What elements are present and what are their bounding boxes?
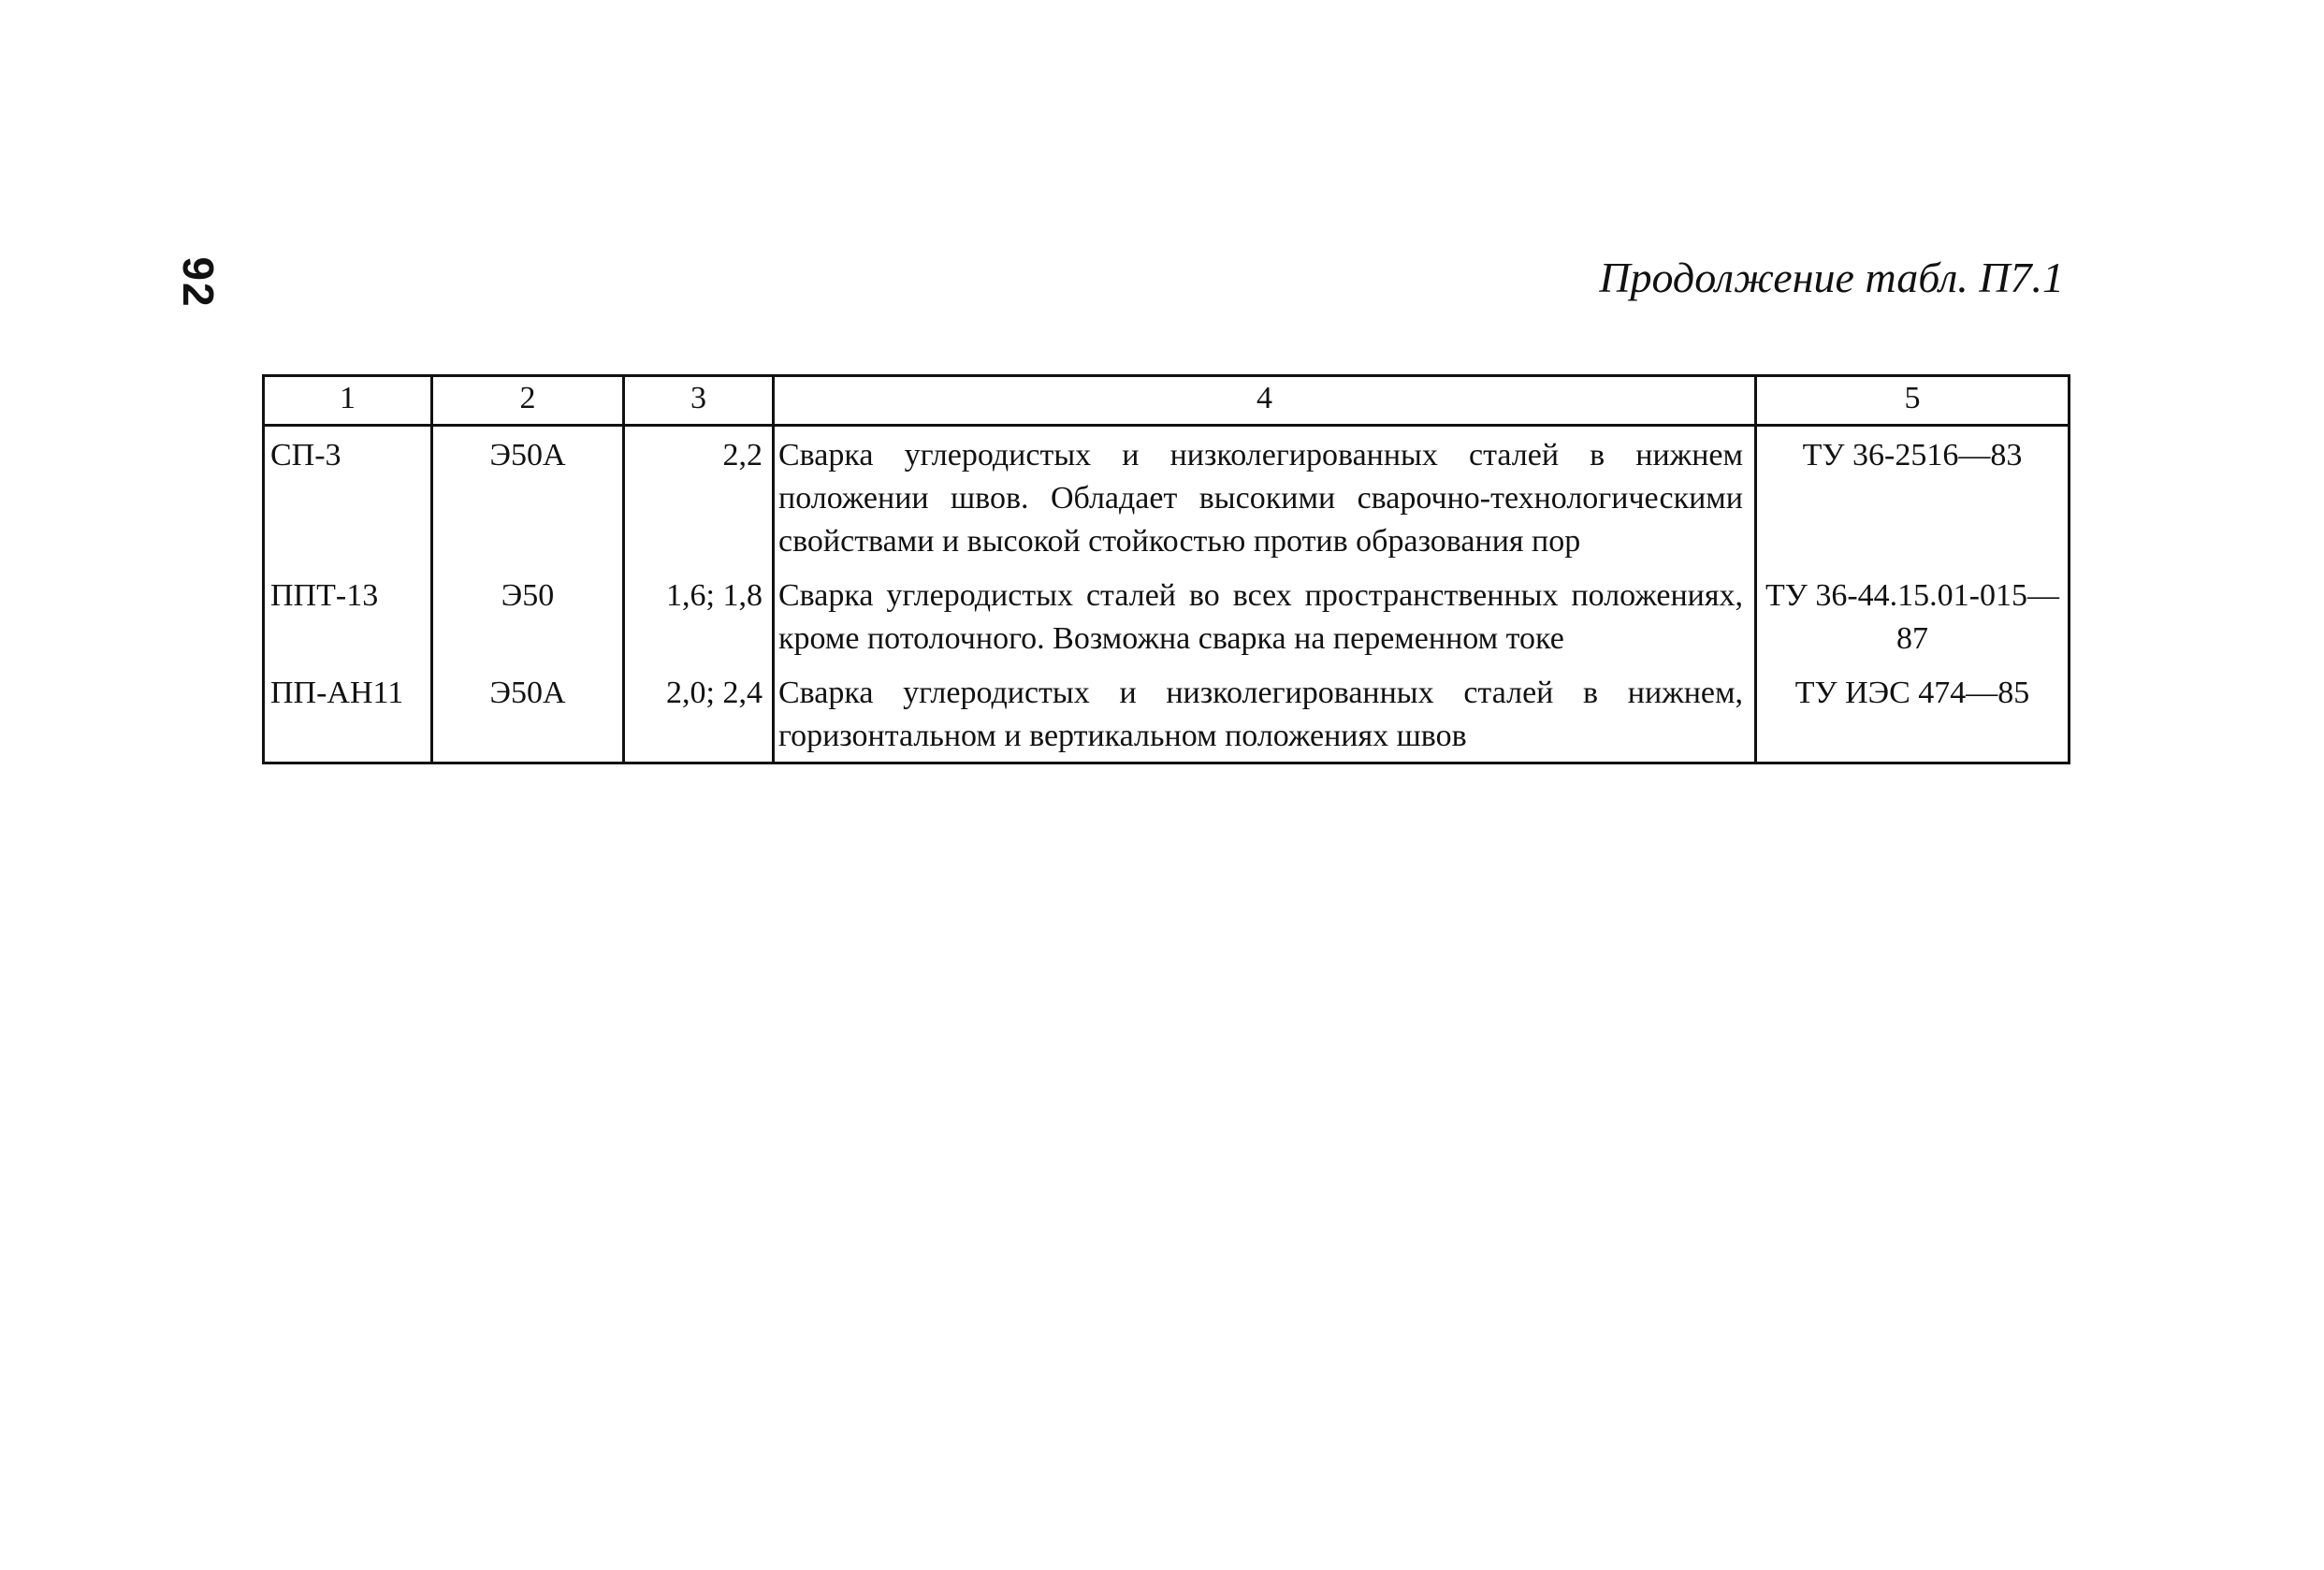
cell-description: Сварка углеродистых и низколегированных сталей в нижнем, горизонтальном и вертикальном положениях швов bbox=[774, 664, 1756, 763]
cell-standard: ТУ ИЭС 474—85 bbox=[1756, 664, 2070, 763]
cell-diameter: 2,2 bbox=[624, 426, 774, 568]
cell-standard: ТУ 36-2516—83 bbox=[1756, 426, 2070, 568]
cell-description: Сварка углеродистых сталей во всех пространственных положениях, кроме потолочного. Возможна сварка на переменном токе bbox=[774, 567, 1756, 664]
data-table bbox=[262, 374, 2070, 764]
page-number: 92 bbox=[174, 256, 223, 309]
cell-description: Сварка углеродистых и низколегированных сталей в нижнем положении швов. Обладает высокими сварочно-технологическими свойствами и высокой стойкостью против образования пор bbox=[774, 426, 1756, 568]
table-caption: Продолжение табл. П7.1 bbox=[1599, 254, 2064, 301]
table-header-row bbox=[264, 376, 2070, 426]
cell-standard: ТУ 36-44.15.01-015—87 bbox=[1756, 567, 2070, 664]
cell-material: СП-3 bbox=[264, 426, 432, 568]
cell-diameter: 1,6; 1,8 bbox=[624, 567, 774, 664]
table-row bbox=[264, 426, 2070, 568]
table-row bbox=[264, 567, 2070, 664]
column-header-3: 3 bbox=[624, 376, 774, 426]
cell-electrode-type: Э50 bbox=[432, 567, 624, 664]
cell-diameter: 2,0; 2,4 bbox=[624, 664, 774, 763]
cell-material: ПП-АН11 bbox=[264, 664, 432, 763]
cell-material: ППТ-13 bbox=[264, 567, 432, 664]
column-header-2: 2 bbox=[432, 376, 624, 426]
column-header-4: 4 bbox=[774, 376, 1756, 426]
column-header-5: 5 bbox=[1756, 376, 2070, 426]
column-header-1: 1 bbox=[264, 376, 432, 426]
cell-electrode-type: Э50А bbox=[432, 664, 624, 763]
cell-electrode-type: Э50А bbox=[432, 426, 624, 568]
table-row bbox=[264, 664, 2070, 763]
